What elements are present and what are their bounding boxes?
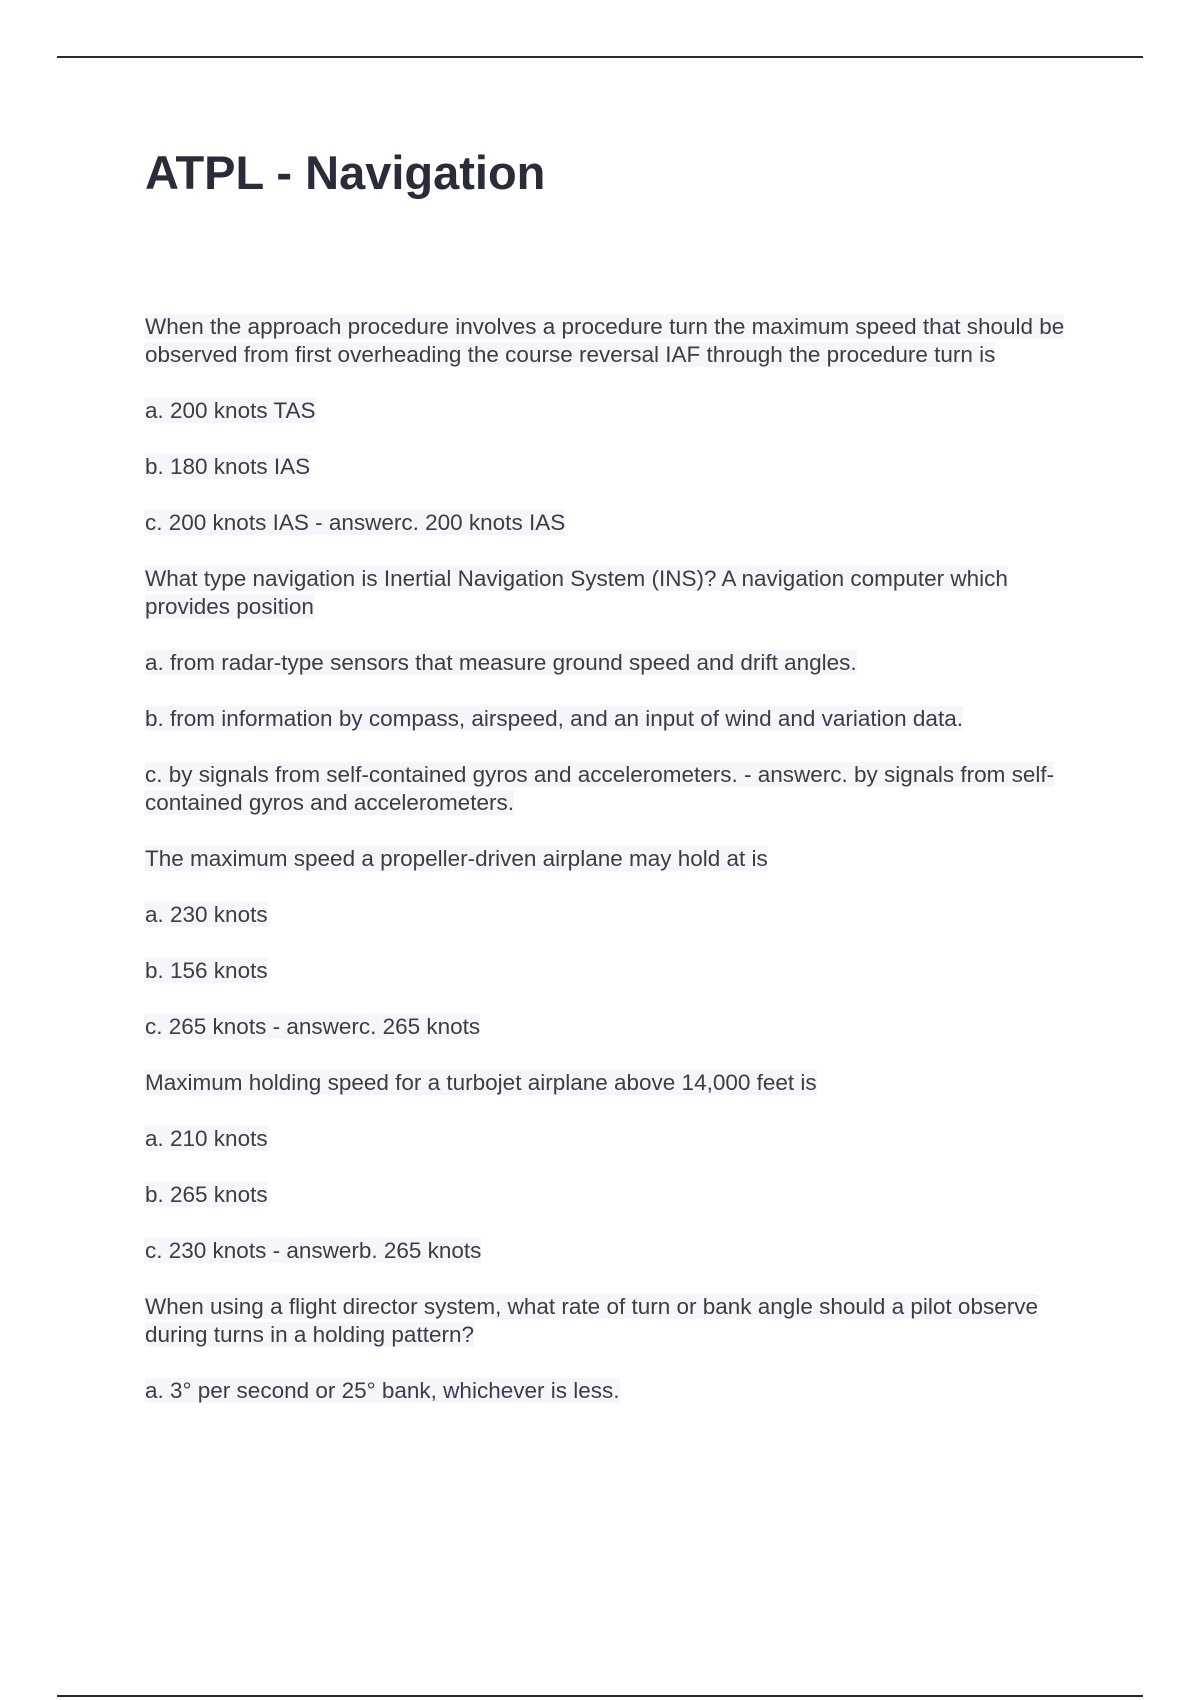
option-3a-text: a. 230 knots bbox=[145, 902, 268, 927]
option-3b bbox=[145, 957, 1085, 985]
question-1 bbox=[145, 313, 1085, 369]
option-1b bbox=[145, 453, 1085, 481]
option-2a bbox=[145, 649, 1085, 677]
option-2b bbox=[145, 705, 1085, 733]
option-4a-text: a. 210 knots bbox=[145, 1126, 268, 1151]
document-body bbox=[145, 313, 1085, 1433]
question-5-text: When using a flight director system, what rate of turn or bank angle should a pilot observe during turns in a holding pattern? bbox=[145, 1294, 1038, 1347]
option-3a bbox=[145, 901, 1085, 929]
option-2b-text: b. from information by compass, airspeed, and an input of wind and variation data. bbox=[145, 706, 963, 731]
option-3b-text: b. 156 knots bbox=[145, 958, 268, 983]
option-4b-text: b. 265 knots bbox=[145, 1182, 268, 1207]
question-4-text: Maximum holding speed for a turbojet airplane above 14,000 feet is bbox=[145, 1070, 817, 1095]
option-1a bbox=[145, 397, 1085, 425]
top-divider bbox=[57, 56, 1143, 58]
option-4a bbox=[145, 1125, 1085, 1153]
question-4 bbox=[145, 1069, 1085, 1097]
option-3c-text: c. 265 knots - answerc. 265 knots bbox=[145, 1014, 481, 1039]
option-3c-answer bbox=[145, 1013, 1085, 1041]
question-2-text: What type navigation is Inertial Navigation System (INS)? A navigation computer which provides position bbox=[145, 566, 1008, 619]
option-4c-answer bbox=[145, 1237, 1085, 1265]
bottom-divider bbox=[57, 1695, 1143, 1697]
question-5 bbox=[145, 1293, 1085, 1349]
option-4c-text: c. 230 knots - answerb. 265 knots bbox=[145, 1238, 482, 1263]
document-title: ATPL - Navigation bbox=[145, 146, 546, 199]
option-2c-answer bbox=[145, 761, 1085, 817]
option-2a-text: a. from radar-type sensors that measure ground speed and drift angles. bbox=[145, 650, 857, 675]
option-1c-answer bbox=[145, 509, 1085, 537]
question-1-text: When the approach procedure involves a procedure turn the maximum speed that should be observed from first overheading the course reversal IAF through the procedure turn is bbox=[145, 314, 1065, 367]
option-1a-text: a. 200 knots TAS bbox=[145, 398, 316, 423]
option-2c-text: c. by signals from self-contained gyros and accelerometers. - answerc. by signals from self-contained gyros and accelerometers. bbox=[145, 762, 1055, 815]
option-1b-text: b. 180 knots IAS bbox=[145, 454, 311, 479]
option-4b bbox=[145, 1181, 1085, 1209]
question-3 bbox=[145, 845, 1085, 873]
question-2 bbox=[145, 565, 1085, 621]
question-3-text: The maximum speed a propeller-driven airplane may hold at is bbox=[145, 846, 768, 871]
option-5a-text: a. 3° per second or 25° bank, whichever is less. bbox=[145, 1378, 620, 1403]
option-5a bbox=[145, 1377, 1085, 1405]
option-1c-text: c. 200 knots IAS - answerc. 200 knots IAS bbox=[145, 510, 566, 535]
